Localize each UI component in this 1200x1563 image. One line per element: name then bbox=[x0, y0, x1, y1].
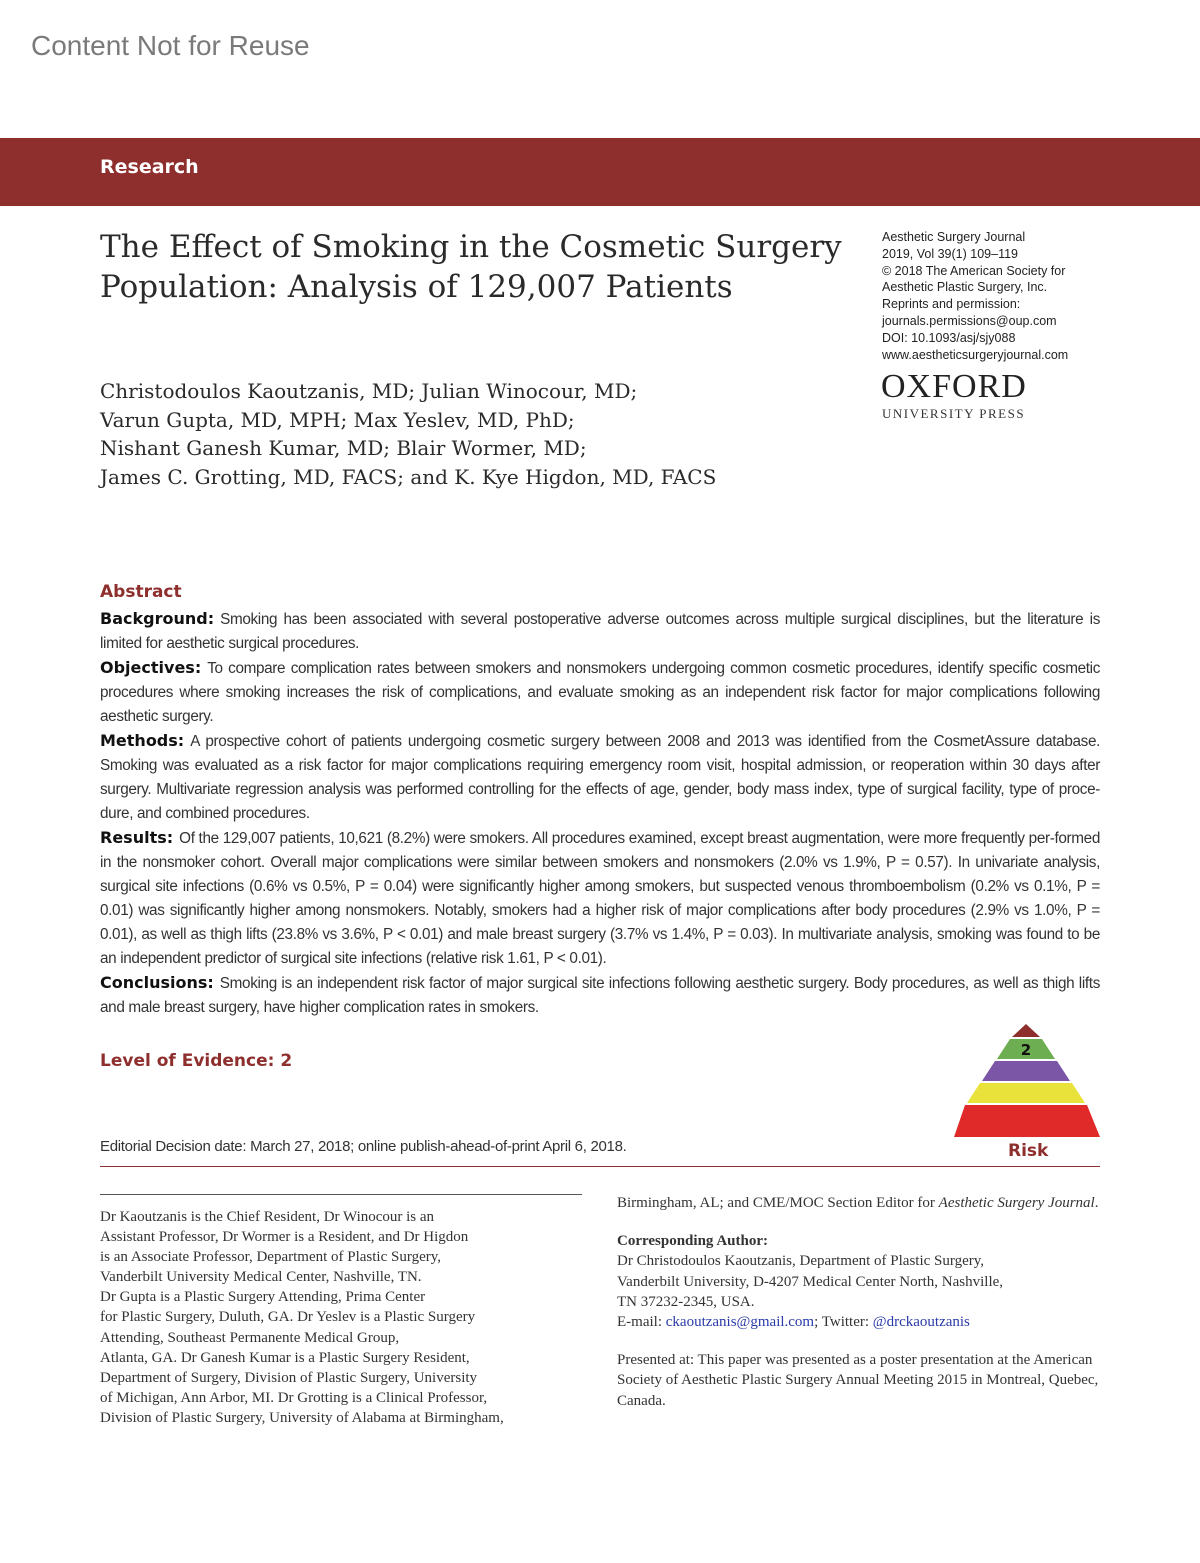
affiliation-line: Dr Gupta is a Plastic Surgery Attending, Prima Center bbox=[100, 1289, 426, 1306]
email-link[interactable]: ckaoutzanis@gmail.com bbox=[665, 1314, 815, 1331]
abstract-heading: Abstract bbox=[100, 582, 182, 602]
section-label: Conclusions: bbox=[100, 973, 214, 992]
section-text: Of the 129,007 patients, 10,621 (8.2%) were smokers. All procedures examined, except breast augmentation, were more frequently per-formed in the nonsmoker cohort. Overall major complications were similar between smokers and nonsmokers (2.0% vs 1.9%, P = 0.57). In univariate analysis, surgical site infections (0.6% vs 0.5%, P = 0.04) were significantly higher among smokers, but suspected venous thromboembolism (0.2% vs 0.1%, P = 0.01) was significantly higher among nonsmokers. Notably, smokers had a higher risk of major complications after body procedures (2.9% vs 1.0%, P = 0.01), as well as thigh lifts (23.8% vs 3.6%, P < 0.01) and male breast surgery (3.7% vs 1.4%, P = 0.03). In multivariate analysis, smoking was found to be an independent predictor of surgical site infections (relative risk 1.61, P < 0.01). bbox=[100, 830, 1100, 967]
risk-label: Risk bbox=[1008, 1141, 1049, 1161]
corresponding-author bbox=[617, 1231, 1107, 1332]
abstract-methods bbox=[100, 729, 1100, 826]
affiliation-line: Dr Kaoutzanis is the Chief Resident, Dr Winocour is an bbox=[100, 1209, 435, 1225]
evidence-level-number: 2 bbox=[1020, 1041, 1032, 1059]
title-line: Population: Analysis of 129,007 Patients bbox=[100, 269, 733, 305]
copyright-line: Aesthetic Plastic Surgery, Inc. bbox=[882, 280, 1048, 295]
evidence-pyramid-icon bbox=[952, 1024, 1102, 1140]
affiliation-line: Atlanta, GA. Dr Ganesh Kumar is a Plastic Surgery Resident, bbox=[100, 1349, 470, 1366]
publisher-logo: OXFORD bbox=[881, 368, 1027, 405]
affiliation-line: Attending, Southeast Permanente Medical Group, bbox=[100, 1329, 400, 1346]
abstract-results bbox=[100, 826, 1100, 971]
watermark: Content Not for Reuse bbox=[31, 30, 310, 61]
level-of-evidence: Level of Evidence: 2 bbox=[100, 1051, 293, 1071]
publisher-logo-subtitle: UNIVERSITY PRESS bbox=[882, 406, 1026, 421]
copyright-line: © 2018 The American Society for bbox=[882, 263, 1066, 278]
section-text: A prospective cohort of patients undergoing cosmetic surgery between 2008 and 2013 was identified from the CosmetAssure database. Smoking was evaluated as a risk factor for major complications requiring emergency room visit, hospital admission, or reoperation within 30 days after surgery. Multivariate regression analysis was performed controlling for the effects of age, gender, body mass index, type of surgical facility, type of proce-dure, and combined procedures. bbox=[100, 733, 1100, 822]
pyramid-band bbox=[954, 1105, 1100, 1137]
author-affiliations bbox=[100, 1207, 570, 1428]
pyramid-band bbox=[982, 1061, 1070, 1081]
divider bbox=[100, 1166, 1100, 1167]
article-title bbox=[100, 227, 860, 307]
twitter-link[interactable]: @drckaoutzanis bbox=[872, 1314, 970, 1331]
section-text: To compare complication rates between smokers and nonsmokers undergoing common cosmetic procedures, identify specific cosmetic procedures where smoking increases the risk of complications, and evaluate smoking as an independent risk factor for major complications following aesthetic surgery. bbox=[100, 660, 1100, 725]
section-label: Research bbox=[100, 156, 199, 178]
abstract-body bbox=[100, 607, 1100, 1020]
divider bbox=[100, 1194, 582, 1195]
reprints-label: Reprints and permission: bbox=[882, 297, 1021, 312]
section-label: Methods: bbox=[100, 731, 185, 750]
address-line: Dr Christodoulos Kaoutzanis, Department of Plastic Surgery, bbox=[617, 1253, 985, 1270]
address-line: Vanderbilt University, D-4207 Medical Center North, Nashville, bbox=[617, 1273, 1004, 1290]
author-line: James C. Grotting, MD, FACS; and K. Kye Higdon, MD, FACS bbox=[100, 464, 717, 489]
affiliation-line: for Plastic Surgery, Duluth, GA. Dr Yeslev is a Plastic Surgery bbox=[100, 1309, 476, 1326]
affiliation-continued bbox=[617, 1193, 1107, 1213]
affiliation-line: Assistant Professor, Dr Wormer is a Resident, and Dr Higdon bbox=[100, 1229, 469, 1246]
section-text: Smoking has been associated with several postoperative adverse outcomes across multiple surgical disciplines, but the literature is limited for aesthetic surgical procedures. bbox=[100, 611, 1100, 652]
title-line: The Effect of Smoking in the Cosmetic Surgery bbox=[100, 229, 842, 265]
pyramid-band bbox=[967, 1083, 1085, 1103]
affiliation-line: Division of Plastic Surgery, University of Alabama at Birmingham, bbox=[100, 1409, 504, 1426]
presented-at: Presented at: This paper was presented as a poster presentation at the American Society of Aesthetic Plastic Surgery Annual Meeting 2015 in Montreal, Quebec, Canada. bbox=[617, 1352, 1099, 1409]
section-text: Smoking is an independent risk factor of major surgical site infections following aesthetic surgery. Body procedures, as well as thigh lifts and male breast surgery, have higher complication rates in smokers. bbox=[100, 975, 1100, 1016]
journal-name: Aesthetic Surgery Journal bbox=[938, 1195, 1095, 1211]
section-label: Background: bbox=[100, 609, 215, 628]
affiliation-line: Department of Surgery, Division of Plastic Surgery, University bbox=[100, 1369, 478, 1386]
journal-volume: 2019, Vol 39(1) 109–119 bbox=[882, 246, 1018, 261]
doi[interactable]: DOI: 10.1093/asj/sjy088 bbox=[882, 330, 1016, 345]
affiliation-line: of Michigan, Ann Arbor, MI. Dr Grotting is a Clinical Professor, bbox=[100, 1389, 488, 1406]
address-line: TN 37232-2345, USA. bbox=[617, 1293, 755, 1310]
corresponding-heading: Corresponding Author: bbox=[617, 1233, 768, 1250]
email-label: E-mail: bbox=[617, 1314, 666, 1331]
journal-website[interactable]: www.aestheticsurgeryjournal.com bbox=[882, 347, 1069, 362]
permissions-email[interactable]: journals.permissions@oup.com bbox=[882, 313, 1057, 328]
author-list bbox=[100, 377, 860, 491]
pyramid-band bbox=[1012, 1024, 1040, 1037]
author-line: Nishant Ganesh Kumar, MD; Blair Wormer, MD; bbox=[100, 436, 587, 460]
affiliation-end: . bbox=[1094, 1195, 1099, 1211]
author-line: Varun Gupta, MD, MPH; Max Yeslev, MD, PhD; bbox=[100, 407, 575, 432]
journal-info bbox=[882, 229, 1122, 363]
section-label: Results: bbox=[100, 828, 174, 847]
abstract-conclusions bbox=[100, 971, 1100, 1020]
contact-line bbox=[617, 1312, 1107, 1332]
journal-name: Aesthetic Surgery Journal bbox=[882, 230, 1026, 244]
abstract-background bbox=[100, 607, 1100, 656]
section-label: Objectives: bbox=[100, 658, 202, 677]
author-line: Christodoulos Kaoutzanis, MD; Julian Winocour, MD; bbox=[100, 379, 638, 403]
twitter-label: ; Twitter: bbox=[814, 1314, 873, 1331]
affiliation-line: is an Associate Professor, Department of Plastic Surgery, bbox=[100, 1249, 442, 1266]
editorial-decision: Editorial Decision date: March 27, 2018; online publish-ahead-of-print April 6, 2018. bbox=[100, 1138, 627, 1155]
abstract-objectives bbox=[100, 656, 1100, 729]
affiliation-text: Birmingham, AL; and CME/MOC Section Editor for bbox=[617, 1195, 939, 1211]
right-column bbox=[617, 1193, 1107, 1429]
affiliation-line: Vanderbilt University Medical Center, Nashville, TN. bbox=[100, 1269, 422, 1286]
